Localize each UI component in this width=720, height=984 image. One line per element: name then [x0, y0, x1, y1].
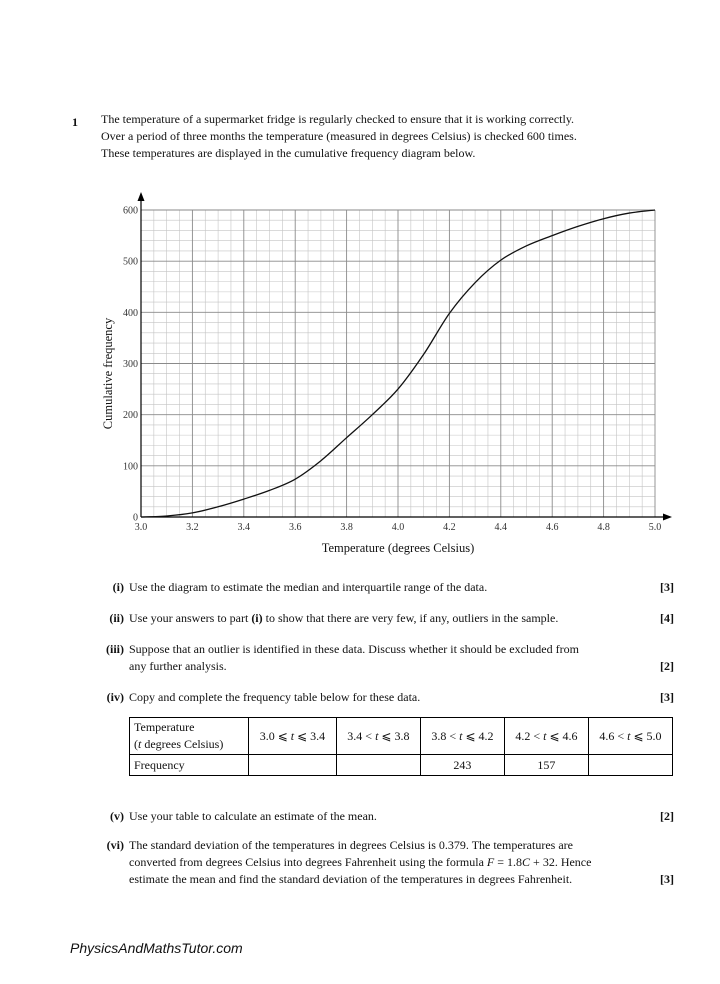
part-label: (iii) — [106, 642, 124, 656]
header-line2-b: degrees Celsius) — [141, 737, 224, 751]
frequency-cell: 243 — [420, 755, 504, 776]
x-tick-label: 3.4 — [237, 522, 251, 533]
var-t: t — [138, 737, 142, 751]
x-tick-label: 4.6 — [545, 522, 559, 533]
x-tick-label: 4.0 — [391, 522, 405, 533]
interval-hi: ⩽ 3.8 — [378, 728, 410, 743]
x-tick-label: 3.8 — [340, 522, 353, 533]
y-tick-label: 300 — [123, 359, 138, 370]
part-ref: (i) — [251, 611, 263, 625]
y-tick-label: 200 — [123, 410, 138, 422]
part-marks: [3] — [660, 580, 674, 594]
header-line1: Temperature — [134, 720, 195, 734]
y-tick-label: 500 — [123, 256, 138, 268]
var-F: F — [486, 855, 495, 869]
intro-line-3: These temperatures are displayed in the cumulative frequency diagram below. — [101, 146, 476, 160]
part-text-line2: any further analysis. — [129, 659, 227, 673]
part-text — [129, 837, 677, 888]
interval-lo: 4.6 < — [599, 728, 628, 743]
interval-lo: 3.8 < — [431, 728, 460, 743]
interval-cell — [249, 718, 337, 755]
interval-hi: ⩽ 5.0 — [630, 728, 662, 743]
axes — [138, 192, 673, 521]
question-intro — [101, 111, 674, 162]
footer-site-name: PhysicsAndMathsTutor.com — [70, 940, 243, 956]
table-header-row — [130, 718, 673, 755]
header-line2-a: ( — [134, 737, 138, 751]
part-label: (v) — [110, 809, 124, 823]
interval-lo: 3.0 ⩽ — [259, 728, 291, 743]
x-tick-label: 4.2 — [443, 522, 456, 533]
y-tick-label: 400 — [123, 307, 138, 319]
interval-cell — [504, 718, 588, 755]
frequency-cell — [249, 755, 337, 776]
y-tick-label: 100 — [123, 461, 138, 473]
part-text-line1: Suppose that an outlier is identified in these data. Discuss whether it should be excluded from — [129, 642, 579, 656]
part-text: Use the diagram to estimate the median and interquartile range of the data. — [129, 580, 488, 594]
x-axis-label: Temperature (degrees Celsius) — [321, 541, 475, 555]
x-tick-label: 4.4 — [494, 522, 508, 533]
frequency-cell — [588, 755, 672, 776]
x-tick-label: 3.6 — [288, 522, 302, 533]
part-marks: [2] — [660, 659, 674, 673]
part-label: (iv) — [106, 690, 124, 704]
question-number: 1 — [72, 115, 78, 129]
tick-labels — [123, 206, 661, 534]
table-header-label — [130, 718, 249, 755]
x-tick-label: 3.0 — [134, 522, 148, 533]
line2-c: + 32. Hence — [530, 855, 592, 869]
part-text: Use your table to calculate an estimate of the mean. — [129, 809, 377, 823]
frequency-table — [129, 717, 673, 776]
y-axis-label: Cumulative frequency — [101, 317, 115, 430]
var-t: t — [290, 728, 295, 743]
part-text: Copy and complete the frequency table below for these data. — [129, 690, 421, 704]
part-marks: [3] — [660, 690, 674, 704]
part-marks: [4] — [660, 611, 674, 625]
var-C: C — [522, 855, 531, 869]
part-marks: [2] — [660, 809, 674, 823]
interval-hi: ⩽ 4.6 — [546, 728, 578, 743]
interval-cell — [588, 718, 672, 755]
part-text — [129, 610, 649, 627]
x-tick-label: 4.8 — [597, 522, 610, 533]
intro-line-2: Over a period of three months the temperature (measured in degrees Celsius) is checked 600 times. — [101, 129, 577, 143]
x-tick-label: 5.0 — [648, 522, 662, 533]
intro-line-1: The temperature of a supermarket fridge is regularly checked to ensure that it is working correctly. — [101, 112, 575, 126]
part-text-b: to show that there are very few, if any, outliers in the sample. — [262, 611, 559, 625]
x-tick-label: 3.2 — [186, 522, 199, 533]
y-axis-arrow-icon — [138, 192, 145, 201]
var-t: t — [459, 728, 463, 743]
frequency-cell: 157 — [504, 755, 588, 776]
line2-a: converted from degrees Celsius into degrees Fahrenheit using the formula — [129, 855, 487, 869]
part-label: (vi) — [106, 838, 124, 852]
part-label: (ii) — [109, 611, 124, 625]
cumulative-frequency-chart — [95, 188, 685, 560]
table-frequency-row — [130, 755, 673, 776]
frequency-row-label: Frequency — [130, 755, 249, 776]
part-text-line1: The standard deviation of the temperatures in degrees Celsius is 0.379. The temperatures are — [129, 838, 573, 852]
part-text — [129, 641, 677, 675]
part-marks: [3] — [660, 872, 674, 886]
var-t: t — [543, 728, 547, 743]
y-tick-label: 0 — [133, 512, 138, 524]
part-text-line3: estimate the mean and find the standard deviation of the temperatures in degrees Fahrenheit. — [129, 872, 573, 886]
x-axis-arrow-icon — [663, 514, 672, 521]
var-t: t — [375, 728, 379, 743]
part-text-a: Use your answers to part — [129, 611, 252, 625]
part-label: (i) — [112, 580, 124, 594]
part-text-line2 — [129, 854, 677, 871]
interval-hi: ⩽ 4.2 — [462, 728, 494, 743]
interval-lo: 3.4 < — [347, 728, 376, 743]
interval-lo: 4.2 < — [515, 728, 544, 743]
interval-cell — [336, 718, 420, 755]
interval-cell — [420, 718, 504, 755]
frequency-cell — [336, 755, 420, 776]
interval-hi: ⩽ 3.4 — [294, 728, 326, 743]
line2-b: = 1.8 — [494, 855, 523, 869]
var-t: t — [627, 728, 631, 743]
y-tick-label: 600 — [123, 205, 138, 217]
